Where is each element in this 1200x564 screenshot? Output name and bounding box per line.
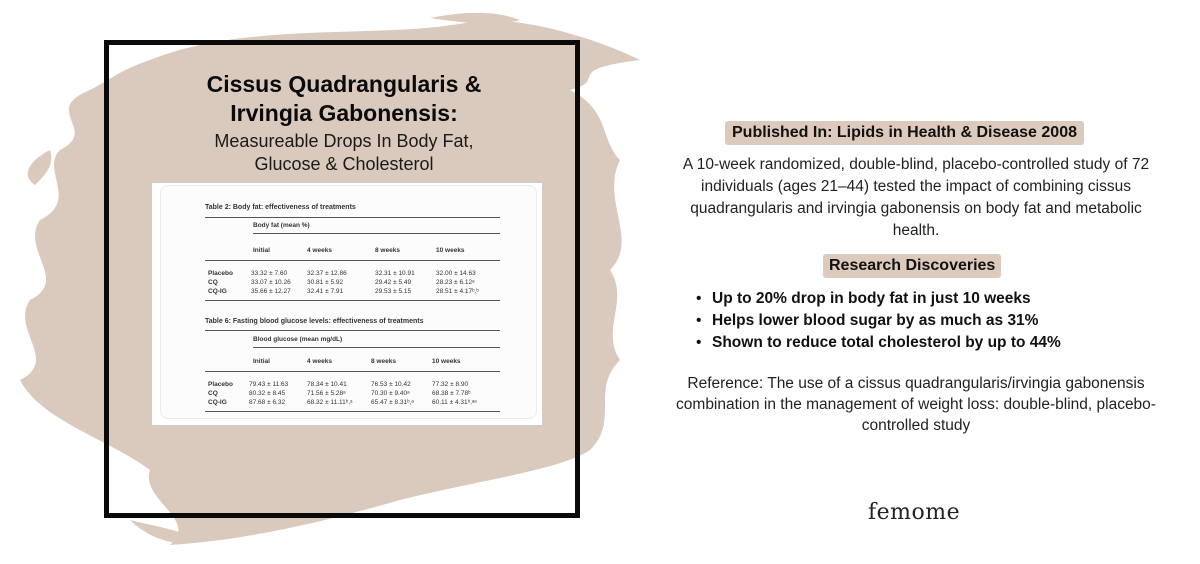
card-title-line-1: Cissus Quadrangularis & [206,71,482,97]
card-title-line-2: Irvingia Gabonensis: [230,100,458,126]
table6-title: Table 6: Fasting blood glucose levels: effectiveness of treatments [205,318,424,325]
table2-col-4w: 4 weeks [307,247,332,254]
table2-row-label: Placebo [208,270,233,277]
brand-logo: femome [868,500,961,525]
table6-cell: 87.68 ± 6.32 [249,399,286,406]
table6-col-4w: 4 weeks [307,358,332,365]
table2-measure: Body fat (mean %) [253,222,310,229]
table6-cell: 68.32 ± 11.11ᵇ,ᵃ [307,399,353,406]
table6-cell: 71.56 ± 5.28ᵃ [307,390,346,397]
table6-rule-header [205,371,500,372]
table2-cell: 28.23 ± 6.12ᵃ [436,279,475,286]
table6-rule-measure [253,347,500,348]
discovery-item: • Shown to reduce total cholesterol by up to 44% [694,332,1061,354]
table6-cell: 65.47 ± 8.31ᵇ,ᵃ [371,399,414,406]
table2-title: Table 2: Body fat: effectiveness of treatments [205,204,356,211]
table6-row-label: CQ [208,390,218,397]
table2-rule-bottom [205,300,500,301]
table2-cell: 35.66 ± 12.27 [251,288,291,295]
table2-cell: 29.42 ± 5.49 [375,279,412,286]
table2-cell: 32.37 ± 12.86 [307,270,347,277]
table2-cell: 33.07 ± 10.26 [251,279,291,286]
table6-cell: 76.53 ± 10.42 [371,381,411,388]
table6-cell: 80.32 ± 8.45 [249,390,286,397]
table6-row-label: CQ-IG [208,399,227,406]
table2-col-10w: 10 weeks [436,247,465,254]
table6-measure: Blood glucose (mean mg/dL) [253,336,343,343]
table6-cell: 68.38 ± 7.78ᵇ [432,390,471,397]
table2-cell: 33.32 ± 7.60 [251,270,288,277]
study-tables-panel [160,185,537,419]
table6-cell: 60.11 ± 4.31ᵇ,ᵃᵃ [432,399,477,406]
table2-row-label: CQ [208,279,218,286]
table6-rule-top [205,330,500,331]
table2-col-8w: 8 weeks [375,247,400,254]
study-tables-image [152,183,542,425]
table6-cell: 78.34 ± 10.41 [307,381,347,388]
table6-row-label: Placebo [208,381,233,388]
table2-cell: 30.81 ± 5.92 [307,279,344,286]
table2-col-initial: Initial [253,247,270,254]
table2-rule-measure [253,233,500,234]
card-subtitle [150,130,538,176]
card-subtitle-line-2: Glucose & Cholesterol [254,154,434,174]
table2-cell: 29.53 ± 5.15 [375,288,412,295]
table6-rule-bottom [205,411,500,412]
table6-col-10w: 10 weeks [432,358,461,365]
table2-rule-top [205,217,500,218]
reference-text: Reference: The use of a cissus quadrangularis/irvingia gabonensis combination in the management of weight loss: double-blind, placebo-controlled study [676,375,1156,434]
table2-cell: 28.51 ± 4.17ᵇ,ᵇ [436,288,479,295]
table6-cell: 79.43 ± 11.63 [249,381,289,388]
card-title [150,70,538,128]
discoveries-list [694,288,1061,354]
table2-rule-header [205,260,500,261]
table2-cell: 32.31 ± 10.91 [375,270,415,277]
published-badge: Published In: Lipids in Health & Disease 2008 [725,121,1084,145]
table6-col-initial: Initial [253,358,270,365]
table2-cell: 32.00 ± 14.63 [436,270,476,277]
table6-cell: 77.32 ± 8.90 [432,381,469,388]
discovery-item: • Up to 20% drop in body fat in just 10 weeks [694,288,1061,310]
discovery-item: • Helps lower blood sugar by as much as 31% [694,310,1061,332]
study-description: A 10-week randomized, double-blind, placebo-controlled study of 72 individuals (ages 21–44) tested the impact of combining cissus quadrangularis and irvingia gabonensis on body fat and metabolic health. [682,156,1150,239]
discoveries-heading: Research Discoveries [823,254,1001,278]
table2-row-label: CQ-IG [208,288,227,295]
card-subtitle-line-1: Measureable Drops In Body Fat, [214,131,474,151]
table6-col-8w: 8 weeks [371,358,396,365]
table2-cell: 32.41 ± 7.91 [307,288,344,295]
table6-cell: 70.30 ± 9.40ᵃ [371,390,410,397]
